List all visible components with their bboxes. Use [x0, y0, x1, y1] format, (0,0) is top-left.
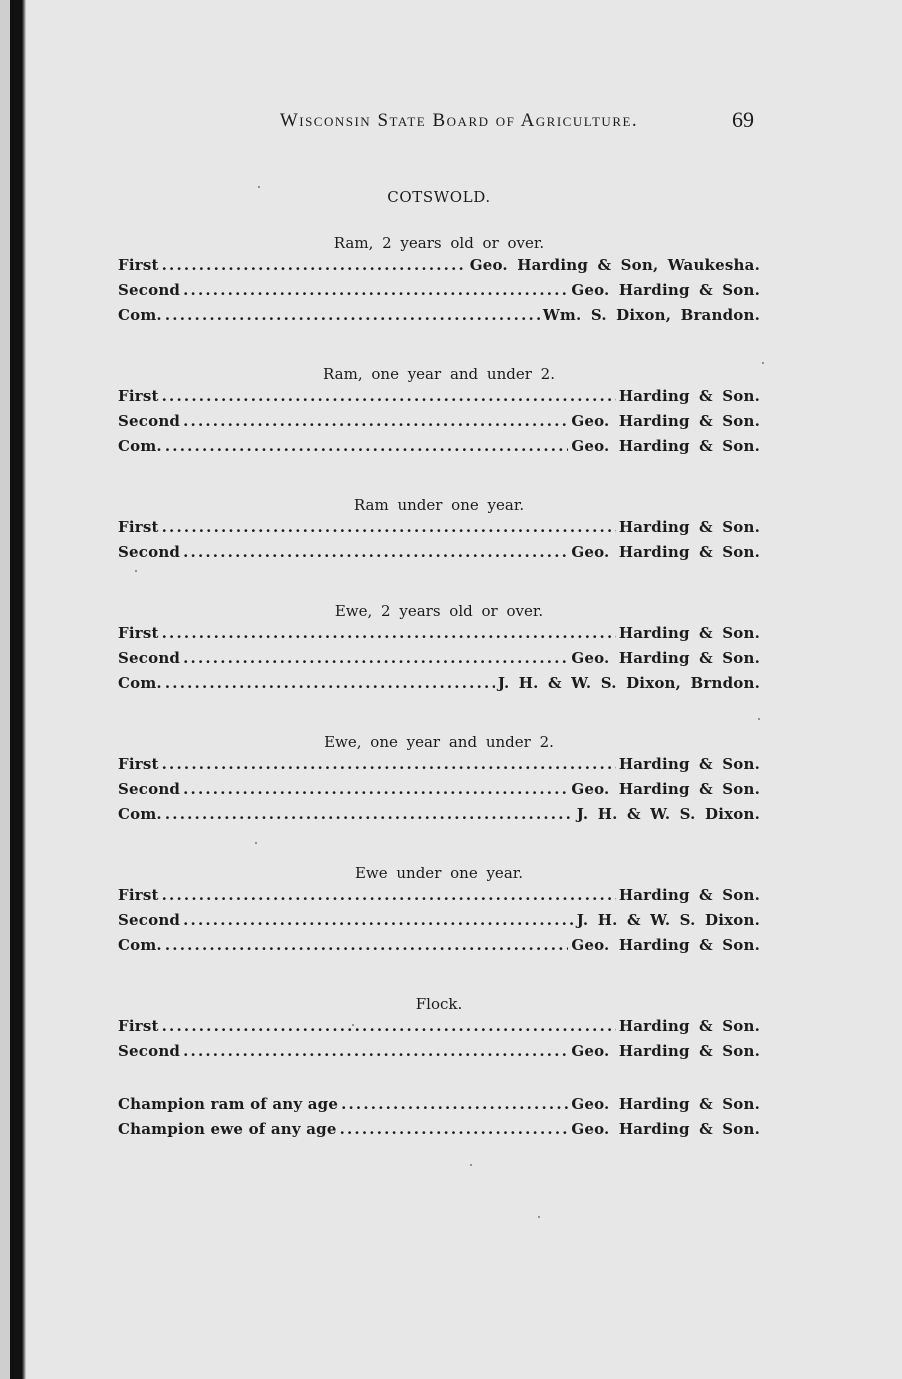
award-place: Second	[118, 1042, 181, 1060]
award-place: Second	[118, 649, 181, 667]
award-winner: Harding & Son.	[618, 886, 760, 904]
dot-leader	[165, 674, 495, 692]
champion-winner: Geo. Harding & Son.	[571, 1120, 760, 1138]
running-title: Wisconsin State Board of Agriculture.	[279, 110, 639, 131]
award-winner: Harding & Son.	[618, 755, 760, 773]
document-page	[118, 107, 760, 1179]
paper-speck	[762, 362, 764, 364]
award-row	[118, 281, 760, 306]
class-heading: Ewe, one year and under 2.	[324, 733, 554, 751]
award-winner: Harding & Son.	[618, 387, 760, 405]
paper-speck	[758, 718, 760, 720]
award-winner: Geo. Harding & Son.	[571, 543, 760, 561]
award-winner: Geo. Harding & Son.	[571, 649, 760, 667]
dot-leader	[183, 649, 568, 667]
dot-leader	[183, 1042, 568, 1060]
page-number: 69	[732, 107, 754, 132]
award-row	[118, 936, 760, 961]
award-row	[118, 256, 760, 281]
award-row	[118, 306, 760, 331]
dot-leader	[183, 543, 568, 561]
award-winner: Geo. Harding & Son.	[571, 936, 760, 954]
award-place: First	[118, 256, 159, 274]
class-group	[118, 496, 760, 568]
award-row	[118, 1017, 760, 1042]
class-group	[118, 234, 760, 331]
class-heading: Ram under one year.	[353, 496, 525, 514]
award-place: Second	[118, 780, 181, 798]
award-row	[118, 1042, 760, 1067]
dot-leader	[162, 624, 616, 642]
award-winner: Geo. Harding & Son.	[571, 281, 760, 299]
award-winner: Geo. Harding & Son.	[571, 780, 760, 798]
paper-speck	[258, 186, 260, 188]
class-heading: Ram, 2 years old or over.	[333, 234, 545, 252]
dot-leader	[162, 518, 616, 536]
award-row	[118, 649, 760, 674]
award-place: Com.	[118, 936, 162, 954]
dot-leader	[165, 306, 540, 324]
champion-title: Champion ram of any age	[118, 1095, 339, 1113]
class-group	[118, 864, 760, 961]
dot-leader	[162, 1017, 616, 1035]
class-heading: Ram, one year and under 2.	[323, 365, 555, 383]
award-place: First	[118, 1017, 159, 1035]
award-place: First	[118, 518, 159, 536]
champion-row	[118, 1095, 760, 1120]
award-row	[118, 387, 760, 412]
running-header	[118, 107, 760, 144]
dot-leader	[183, 911, 574, 929]
champion-title: Champion ewe of any age	[118, 1120, 337, 1138]
dot-leader	[162, 755, 616, 773]
award-row	[118, 911, 760, 936]
award-winner: J. H. & W. S. Dixon, Brndon.	[497, 674, 760, 692]
class-group	[118, 733, 760, 830]
dot-leader	[340, 1120, 569, 1138]
award-winner: Harding & Son.	[618, 1017, 760, 1035]
paper-speck	[255, 842, 257, 844]
section-title: COTSWOLD.	[387, 188, 491, 206]
award-place: Second	[118, 412, 181, 430]
award-place: Second	[118, 911, 181, 929]
award-place: Com.	[118, 674, 162, 692]
class-group	[118, 365, 760, 462]
dot-leader	[183, 780, 568, 798]
award-place: Second	[118, 543, 181, 561]
class-heading: Flock.	[415, 995, 463, 1013]
award-row	[118, 624, 760, 649]
dot-leader	[341, 1095, 568, 1113]
award-place: First	[118, 387, 159, 405]
award-winner: Geo. Harding & Son.	[571, 1042, 760, 1060]
class-heading: Ewe, 2 years old or over.	[334, 602, 544, 620]
award-place: First	[118, 755, 159, 773]
award-row	[118, 437, 760, 462]
award-row	[118, 543, 760, 568]
paper-speck	[470, 1164, 472, 1166]
award-winner: Harding & Son.	[618, 518, 760, 536]
dot-leader	[162, 387, 616, 405]
award-row	[118, 674, 760, 699]
champion-group	[118, 1095, 760, 1145]
dot-leader	[183, 412, 568, 430]
award-place: Com.	[118, 306, 162, 324]
award-row	[118, 755, 760, 780]
dot-leader	[162, 886, 616, 904]
binding-edge	[0, 0, 26, 1379]
champion-row	[118, 1120, 760, 1145]
paper-speck	[135, 570, 137, 572]
award-winner: Geo. Harding & Son.	[571, 412, 760, 430]
dot-leader	[165, 437, 568, 455]
award-winner: J. H. & W. S. Dixon.	[576, 911, 760, 929]
award-winner: Geo. Harding & Son, Waukesha.	[469, 256, 760, 274]
dot-leader	[162, 256, 467, 274]
class-heading: Ewe under one year.	[354, 864, 524, 882]
dot-leader	[183, 281, 568, 299]
award-row	[118, 518, 760, 543]
award-row	[118, 780, 760, 805]
award-row	[118, 412, 760, 437]
dot-leader	[165, 805, 574, 823]
paper-speck	[538, 1216, 540, 1218]
award-place: Com.	[118, 437, 162, 455]
champion-winner: Geo. Harding & Son.	[571, 1095, 760, 1113]
award-winner: J. H. & W. S. Dixon.	[576, 805, 760, 823]
award-place: Com.	[118, 805, 162, 823]
award-winner: Harding & Son.	[618, 624, 760, 642]
award-place: Second	[118, 281, 181, 299]
award-place: First	[118, 624, 159, 642]
award-place: First	[118, 886, 159, 904]
class-group	[118, 602, 760, 699]
paper-speck	[352, 1024, 354, 1026]
award-row	[118, 886, 760, 911]
award-winner: Wm. S. Dixon, Brandon.	[542, 306, 760, 324]
award-winner: Geo. Harding & Son.	[571, 437, 760, 455]
award-row	[118, 805, 760, 830]
dot-leader	[165, 936, 568, 954]
class-group	[118, 995, 760, 1067]
